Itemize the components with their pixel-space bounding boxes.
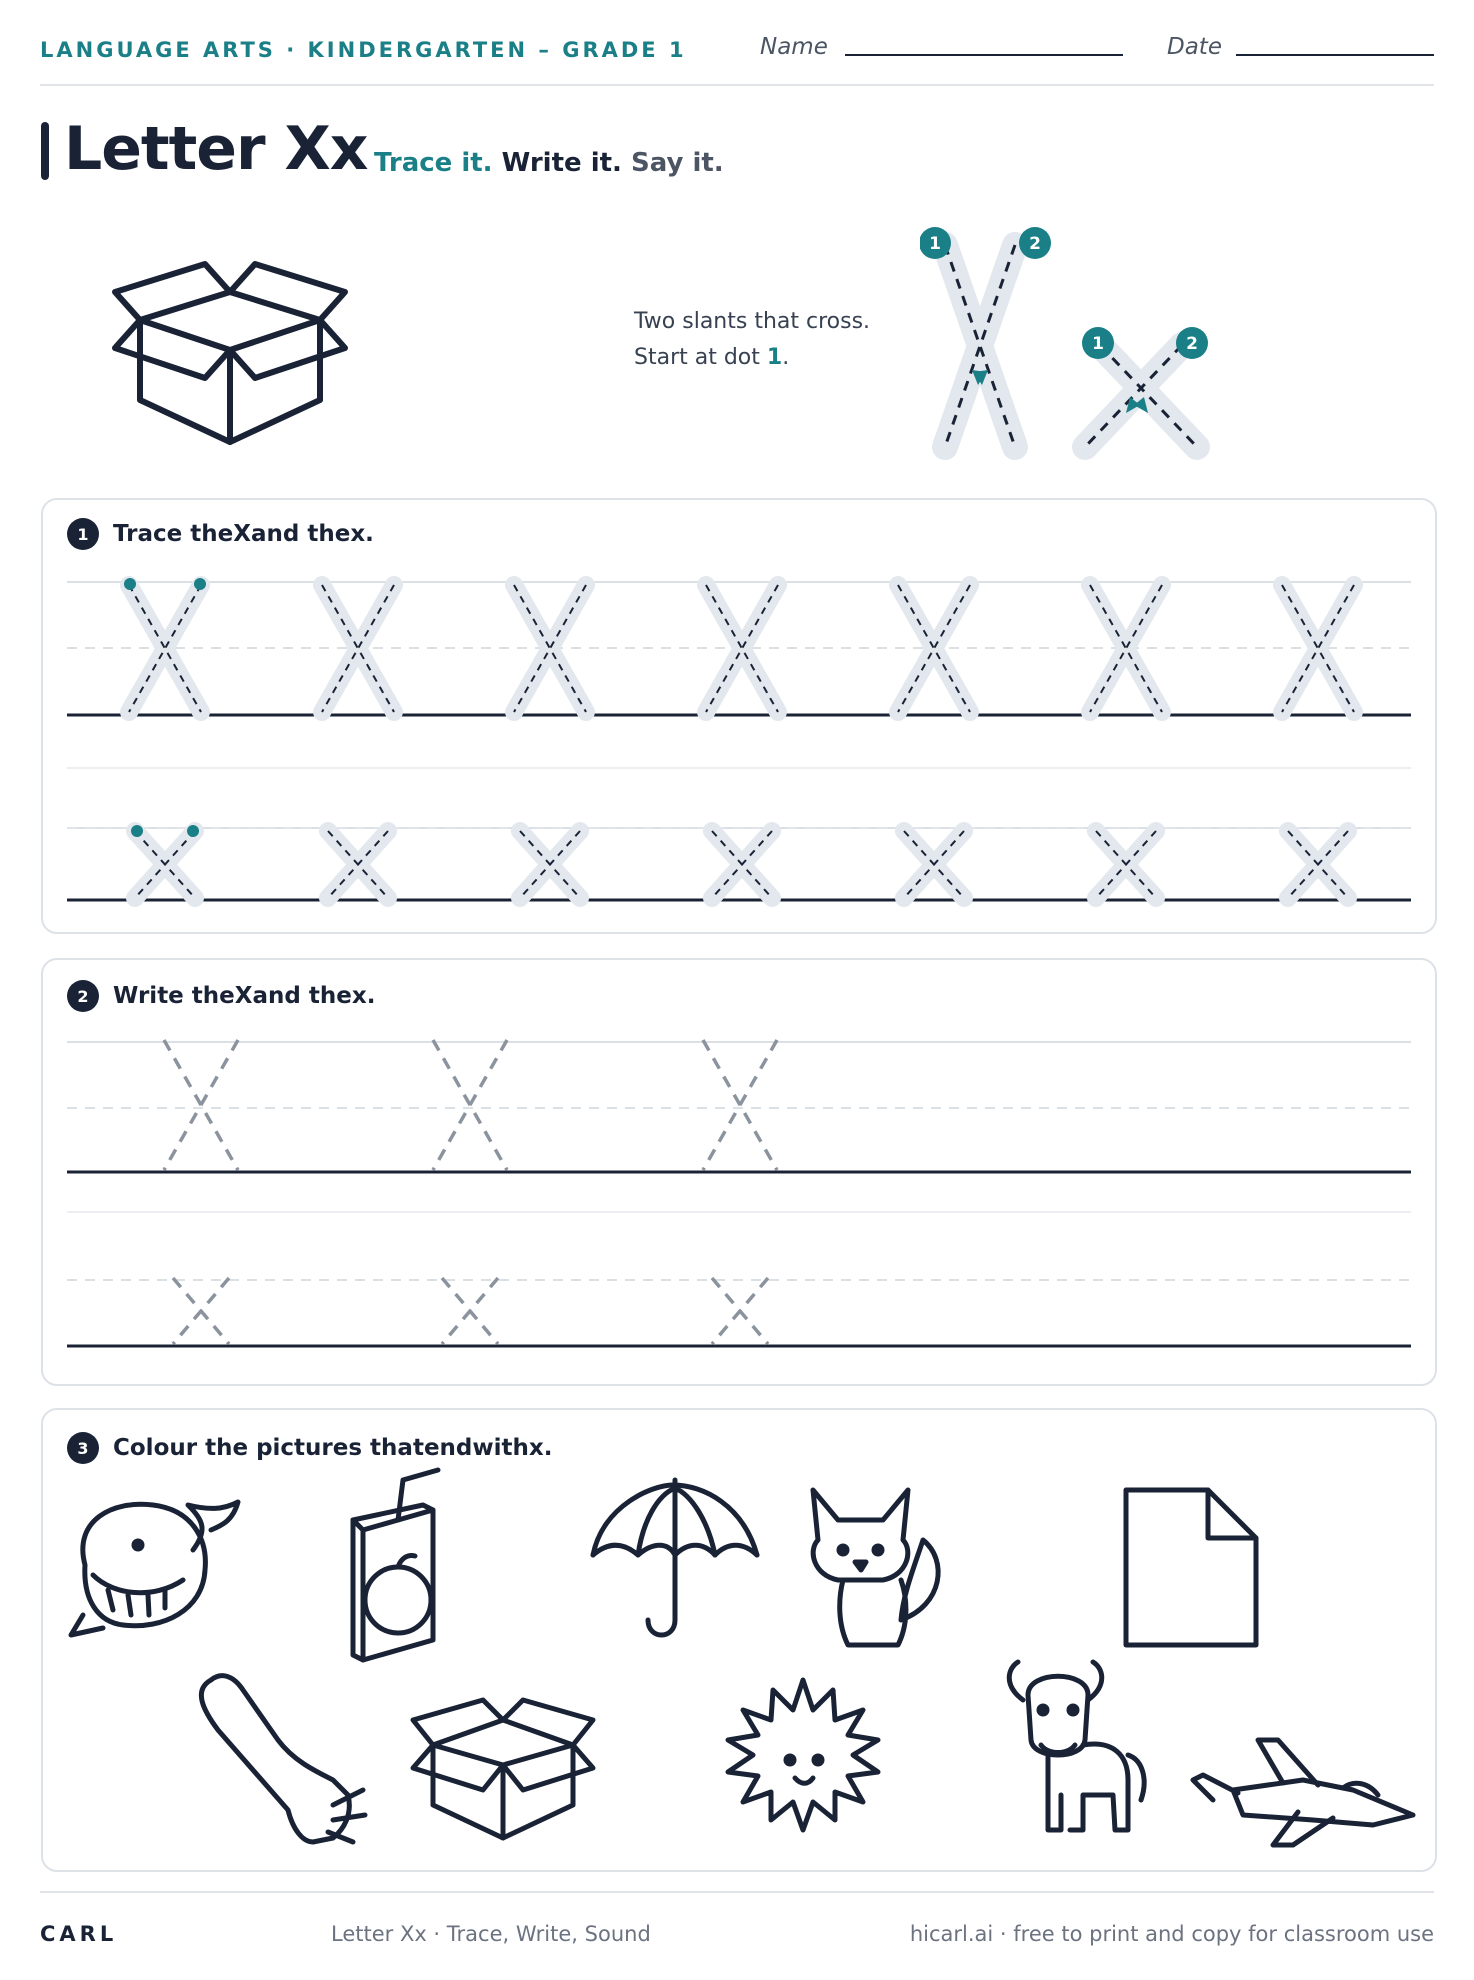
write-upper-x-guide[interactable] xyxy=(703,1040,777,1170)
write-heading: 2 Write the X and the x . xyxy=(67,980,375,1012)
stroke-hint xyxy=(634,304,870,376)
footer-divider xyxy=(40,1891,1434,1893)
arm-icon[interactable] xyxy=(201,1676,365,1842)
tagline xyxy=(374,148,724,178)
svg-text:1: 1 xyxy=(1092,334,1104,354)
sea-urchin-icon[interactable] xyxy=(728,1680,878,1830)
svg-text:1: 1 xyxy=(929,234,941,254)
lower-dot-1 xyxy=(1082,327,1114,359)
picture-grid xyxy=(43,1410,1435,1870)
trace-upper-x[interactable] xyxy=(898,585,970,712)
juice-box-icon[interactable] xyxy=(353,1470,438,1660)
paper-icon[interactable] xyxy=(1126,1490,1256,1645)
fox-icon[interactable] xyxy=(813,1490,938,1645)
write-upper-x-guide[interactable] xyxy=(164,1040,238,1170)
trace-upper-x[interactable] xyxy=(124,578,206,712)
step-number: 1 xyxy=(67,518,99,550)
trace-rows[interactable] xyxy=(43,500,1435,932)
step-number: 2 xyxy=(67,980,99,1012)
svg-text:2: 2 xyxy=(1186,334,1198,354)
colour-heading: 3 Colour the pictures that end with x . xyxy=(67,1432,553,1464)
model-letter xyxy=(920,225,1220,470)
date-line xyxy=(1236,54,1434,56)
jet-icon[interactable] xyxy=(1193,1740,1413,1845)
trace-heading: 1 Trace the X and the x . xyxy=(67,518,374,550)
whale-icon[interactable] xyxy=(71,1502,238,1635)
ox-icon[interactable] xyxy=(1009,1662,1144,1830)
write-lower-x-guide[interactable] xyxy=(173,1278,229,1344)
trace-lower-x[interactable] xyxy=(328,831,388,898)
page-title: Letter Xx xyxy=(64,114,368,184)
trace-lower-x[interactable] xyxy=(712,831,772,898)
step-number: 3 xyxy=(67,1432,99,1464)
brand-logo: CARL xyxy=(40,1922,118,1946)
trace-section xyxy=(41,498,1437,934)
hint-line-1: Two slants that cross. xyxy=(634,309,871,334)
colour-section xyxy=(41,1408,1437,1872)
box-icon[interactable] xyxy=(413,1700,593,1838)
header-divider xyxy=(40,84,1434,86)
upper-dot-1 xyxy=(920,227,951,259)
hint-line-2: Start at dot 1. xyxy=(634,345,790,370)
trace-lower-x[interactable] xyxy=(904,831,964,898)
trace-lower-x[interactable] xyxy=(1288,831,1348,898)
write-upper-x-guide[interactable] xyxy=(433,1040,507,1170)
tagline-trace: Trace it. xyxy=(374,148,493,178)
upper-dot-2 xyxy=(1019,227,1051,259)
svg-text:2: 2 xyxy=(1029,234,1041,254)
write-rows[interactable] xyxy=(43,960,1435,1384)
trace-upper-x[interactable] xyxy=(322,585,394,712)
trace-lower-x[interactable] xyxy=(1096,831,1156,898)
write-lower-x-guide[interactable] xyxy=(442,1278,498,1344)
name-label: Name xyxy=(760,34,828,60)
lower-dot-2 xyxy=(1176,327,1208,359)
date-label: Date xyxy=(1167,34,1222,60)
write-lower-x-guide[interactable] xyxy=(712,1278,768,1344)
umbrella-icon[interactable] xyxy=(593,1480,757,1635)
tagline-write: Write it. xyxy=(501,148,622,178)
subject-label: LANGUAGE ARTS · KINDERGARTEN – GRADE 1 xyxy=(40,38,687,62)
footer-note: hicarl.ai · free to print and copy for classroom use xyxy=(909,1922,1434,1946)
footer-title: Letter Xx · Trace, Write, Sound xyxy=(331,1922,651,1946)
tagline-say: Say it. xyxy=(630,148,724,178)
title-accent-bar xyxy=(41,122,49,180)
name-line xyxy=(845,54,1123,56)
write-section xyxy=(41,958,1437,1386)
trace-lower-x[interactable] xyxy=(131,825,199,898)
trace-lower-x[interactable] xyxy=(520,831,580,898)
hero-box-icon xyxy=(105,230,360,450)
